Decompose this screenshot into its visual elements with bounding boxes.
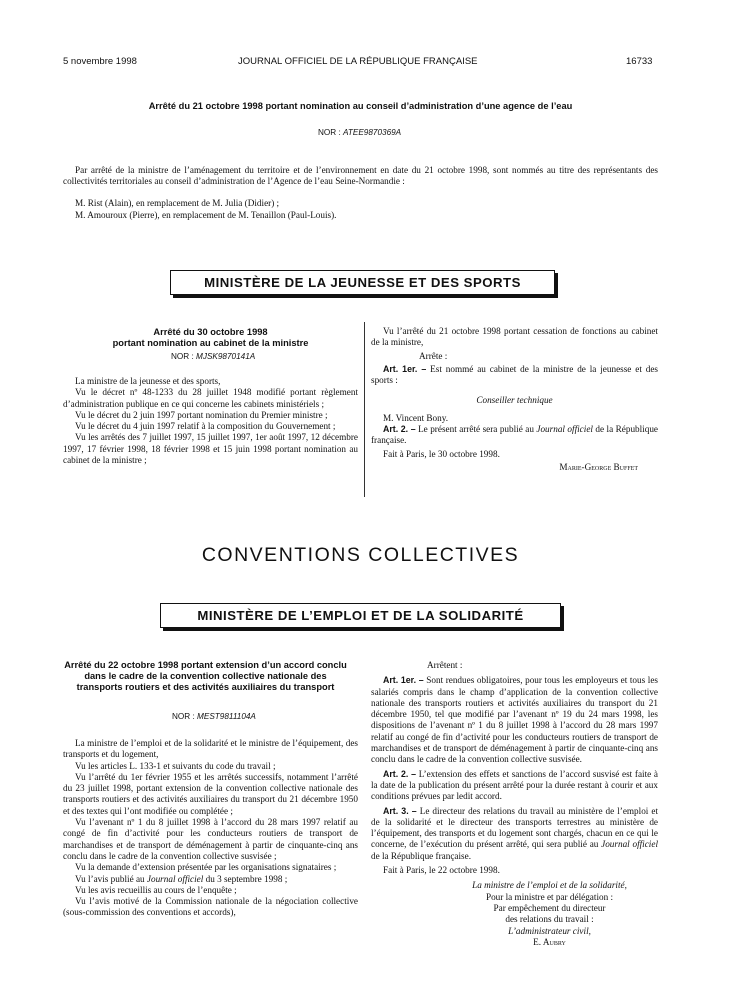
article-label: Art. 3. – [383, 805, 417, 816]
paragraph: Vu les articles L. 133-1 et suivants du code du travail ; [75, 760, 276, 771]
done-at: Fait à Paris, le 22 octobre 1998. [383, 865, 500, 876]
nor-code: ATEE9870369A [343, 128, 402, 137]
paragraph: Vu la demande d’extension présentée par les organisations signataires ; [75, 862, 337, 873]
article-label: Art. 2. – [383, 424, 416, 435]
article-1-title: Arrêté du 21 octobre 1998 portant nomination au conseil d’administration d’une agence de l’eau [148, 101, 573, 111]
journal-officiel-ref: Journal officiel [146, 873, 204, 884]
signature-name: E. Aubry [533, 936, 566, 947]
paragraph: La ministre de la jeunesse et des sports, [75, 376, 221, 386]
appointee: M. Vincent Bony. [383, 412, 449, 423]
article-label: Art. 2. – [383, 768, 417, 779]
article-3-nor [172, 712, 256, 721]
paragraph: du 3 septembre 1998 ; [205, 873, 288, 884]
ministry-heading-jeunesse: MINISTÈRE DE LA JEUNESSE ET DES SPORTS [170, 270, 555, 295]
nor-code: MJSK9870141A [196, 352, 256, 361]
article-text: Le présent arrêté sera publié au [418, 424, 534, 435]
nor-label: NOR : [172, 712, 195, 721]
journal-officiel-ref: Journal officiel [536, 424, 593, 435]
arretent-line: Arrêtent : [427, 660, 463, 670]
paragraph: Vu l’arrêté du 21 octobre 1998 portant cessation de fonctions au cabinet de la ministre, [371, 326, 658, 348]
article-text: de la République française. [371, 424, 659, 446]
paragraph: La ministre de l’emploi et de la solidarité et le ministre de l’équipement, des transports et du logement, [63, 738, 358, 760]
article-1-line-1: M. Rist (Alain), en remplacement de M. Julia (Didier) ; [75, 198, 280, 208]
done-at: Fait à Paris, le 30 octobre 1998. [383, 448, 500, 459]
nor-code: MEST9811104A [197, 712, 256, 721]
signature-line: des relations du travail : [505, 914, 594, 925]
paragraph: Vu l’arrêté du 1er février 1955 et les arrêtés successifs, notamment l’arrêté du 23 juillet 1998, portant extension de la convention collective nationale des transports routiers et des activités auxiliaires du transport du 21 décembre 1950 et des textes qui l’ont modifiée ou complétée ; [63, 771, 358, 816]
article-3-right-text [371, 660, 658, 948]
header-journal: JOURNAL OFFICIEL DE LA RÉPUBLIQUE FRANÇAISE [238, 56, 478, 67]
article-2-title-line-1: Arrêté du 30 octobre 1998 [153, 327, 268, 337]
nor-label: NOR : [171, 352, 194, 361]
article-label: Art. 1er. – [383, 675, 424, 686]
paragraph: Vu l’avenant nº 1 du 8 juillet 1998 à l’accord du 28 mars 1997 relatif au congé de fin d’activité pour les conducteurs routiers de transport de marchandises et de transport de déménagement à partir de cinquante-cinq ans conclu dans le cadre de la convention collective susvisée ; [63, 817, 358, 861]
signature: Marie-George Buffet [559, 461, 638, 472]
article-1-nor [318, 128, 401, 137]
article-1-line-2: M. Amouroux (Pierre), en remplacement de M. Tenaillon (Paul-Louis). [75, 210, 337, 220]
signature-block [371, 880, 658, 948]
column-divider [364, 322, 365, 497]
article-label: Art. 1er. – [383, 363, 427, 374]
article-2-left-text [63, 376, 358, 466]
signature-line: La ministre de l’emploi et de la solidarité, [472, 880, 627, 891]
paragraph: Vu le décret du 2 juin 1997 portant nomination du Premier ministre ; [75, 409, 328, 420]
article-text: de la République française. [371, 850, 471, 861]
signature-line: Par empêchement du directeur [493, 902, 606, 913]
paragraph: Vu le décret du 4 juin 1997 relatif à la composition du Gouvernement ; [75, 421, 336, 432]
article-text: L’extension des effets et sanctions de l’accord susvisé est faite à la date de la publication du présent arrêté pour la durée restant à courir et aux conditions prévues par ledit accord. [371, 768, 658, 802]
paragraph: Vu les avis recueillis au cours de l’enquête ; [75, 884, 237, 895]
article-2-right-text [371, 326, 658, 473]
article-3-title: Arrêté du 22 octobre 1998 portant extension d’un accord conclu dans le cadre de la convention collective nationale des transports routiers et des activités auxiliaires du transport [64, 660, 347, 692]
article-text: Le directeur des relations du travail au ministère de l’emploi et de la solidarité et le directeur des transports terrestres au ministère de l’équipement, des transports et du logement sont chargés, chacun en ce qui le concerne, de l’exécution du présent arrêté, qui sera publié au [371, 805, 658, 850]
nor-label: NOR : [318, 128, 341, 137]
ministry-heading-emploi: MINISTÈRE DE L’EMPLOI ET DE LA SOLIDARITÉ [160, 603, 561, 628]
signature-line: Pour la ministre et par délégation : [485, 891, 614, 902]
paragraph: Vu l’avis motivé de la Commission nationale de la négociation collective (sous-commission des conventions et accords), [63, 896, 358, 918]
header-date: 5 novembre 1998 [63, 56, 137, 67]
article-2-nor [171, 352, 255, 361]
article-text: Sont rendues obligatoires, pour tous les employeurs et tous les salariés compris dans le champ d’application de la convention collective nationale des transports routiers et activités auxiliaires du transport du 21 décembre 1950, tel que modifié par l’avenant nº 19 du 24 mars 1998, les dispositions de l’avenant nº 1 du 8 juillet 1998 à l’accord du 28 mars 1997 relatif au congé de fin d’activité pour les conducteurs routiers de transport de marchandises et de transport de déménagement à partir de cinquante-cinq ans conclu dans le cadre de la convention collective susvisée. [371, 675, 658, 765]
role-title: Conseiller technique [476, 395, 553, 406]
paragraph: Vu l’avis publié au [75, 873, 145, 884]
article-2-title-line-2: portant nomination au cabinet de la ministre [112, 338, 309, 348]
paragraph: Vu le décret nº 48-1233 du 28 juillet 1948 modifié portant règlement d’administration publique en ce qui concerne les cabinets ministériels ; [63, 387, 358, 409]
section-heading: CONVENTIONS COLLECTIVES [201, 544, 520, 566]
paragraph: Vu les arrêtés des 7 juillet 1997, 15 juillet 1997, 1er août 1997, 12 décembre 1997, 17 février 1998, 18 février 1998 et 15 juin 1998 portant nomination au cabinet de la ministre ; [63, 432, 358, 466]
signature-line: L’administrateur civil, [508, 925, 591, 936]
article-3-left-text [63, 738, 358, 919]
article-text: Est nommé au cabinet de la ministre de la jeunesse et des sports : [371, 363, 659, 386]
arrete-line: Arrête : [419, 350, 448, 361]
journal-officiel-ref: Journal officiel [601, 839, 658, 850]
header-page-number: 16733 [626, 56, 653, 67]
article-1-body: Par arrêté de la ministre de l’aménagement du territoire et de l’environnement en date du 21 octobre 1998, sont nommés au titre des représentants des collectivités territoriales au conseil d’administration de l’Agence de l’eau Seine-Normandie : [63, 165, 658, 187]
